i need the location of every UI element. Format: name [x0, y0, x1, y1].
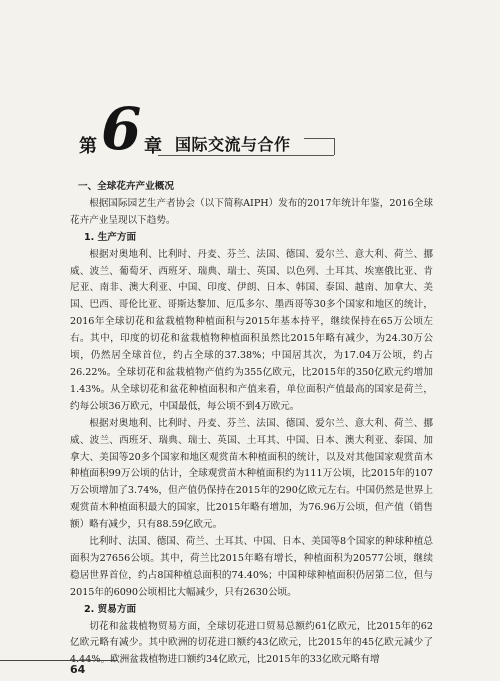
chapter-rule-bottom [158, 155, 334, 156]
paragraph: 根据对奥地利、比利时、丹麦、芬兰、法国、德国、爱尔兰、意大利、荷兰、挪威、波兰、葡萄牙、西班牙、瑞典、瑞士、英国、以色列、土耳其、埃塞俄比亚、肯尼亚、南非、澳大利亚、中国、印度、伊朗、日本、韩国、泰国、越南、加拿大、美国、巴西、哥伦比亚、哥斯达黎加、厄瓜多尔、墨西哥等30多个国家和地区的统计，2016年全球切花和盆栽植物种植面积与2015年基本持平，继续保持在65万公顷左右。其中，印度的切花和盆栽植物种植面积虽然比2015年略有减少，为24.30万公顷，仍然居全球首位，约占全球的37.38%；中国居其次，为17.04万公顷，约占26.22%。全球切花和盆栽植物产值约为355亿欧元，比2015年的350亿欧元约增加1.43%。从全球切花和盆花种植面积和产值来看，单位面积产值最高的国家是荷兰，约每公顷36万欧元，中国最低，每公顷不到4万欧元。 [70, 248, 433, 412]
chapter-rule-top [304, 138, 334, 139]
body-text [70, 179, 433, 669]
subsection-heading-production: 1. 生产方面 [84, 231, 137, 243]
paragraph: 比利时、法国、德国、荷兰、土耳其、中国、日本、美国等8个国家的种球种植总面积为27656公顷。其中，荷兰比2015年略有增长，种植面积为20577公顷，继续稳居世界首位，约占8国种植总面积的74.40%；中国种球种植面积仍居第二位，但与2015年的6090公顷相比大幅减少，只有2630公顷。 [70, 536, 433, 598]
page-number: 64 [70, 663, 86, 676]
chapter-rule-vertical [334, 138, 335, 155]
paragraph: 切花和盆栽植物贸易方面，全球切花进口贸易总额约61亿欧元，比2015年的62亿欧元略有减少。其中欧洲的切花进口额约43亿欧元，比2015年的45亿欧元减少了4.44%。欧洲盆栽植物进口额约34亿欧元，比2015年的33亿欧元略有增 [70, 620, 433, 666]
section-heading: 一、全球花卉产业概况 [78, 181, 174, 192]
chapter-prefix: 第 [79, 136, 97, 157]
chapter-suffix: 章 [144, 136, 162, 157]
chapter-number: 6 [101, 95, 142, 163]
section-intro: 根据国际园艺生产者协会（以下简称AIPH）发布的2017年统计年鉴，2016全球花卉产业呈现以下趋势。 [70, 197, 433, 226]
subsection-heading-trade: 2. 贸易方面 [84, 603, 137, 615]
footer-rule [0, 660, 118, 661]
chapter-heading [79, 95, 500, 163]
chapter-title: 国际交流与合作 [175, 135, 291, 154]
paragraph: 根据对奥地利、比利时、丹麦、芬兰、法国、德国、爱尔兰、意大利、荷兰、挪威、波兰、西班牙、瑞典、瑞士、英国、土耳其、中国、日本、澳大利亚、泰国、加拿大、美国等20多个国家和地区观赏苗木种植面积的统计，以及对其他国家观赏苗木种植面积99万公顷的估计，全球观赏苗木种植面积约为111万公顷，比2015年的107万公顷增加了3.74%，但产值仍保持在2015年的290亿欧元左右。中国仍然是世界上观赏苗木种植面积最大的国家，比2015年略有增加，为76.96万公顷，但产值（销售额）略有减少，只有88.59亿欧元。 [70, 417, 433, 531]
